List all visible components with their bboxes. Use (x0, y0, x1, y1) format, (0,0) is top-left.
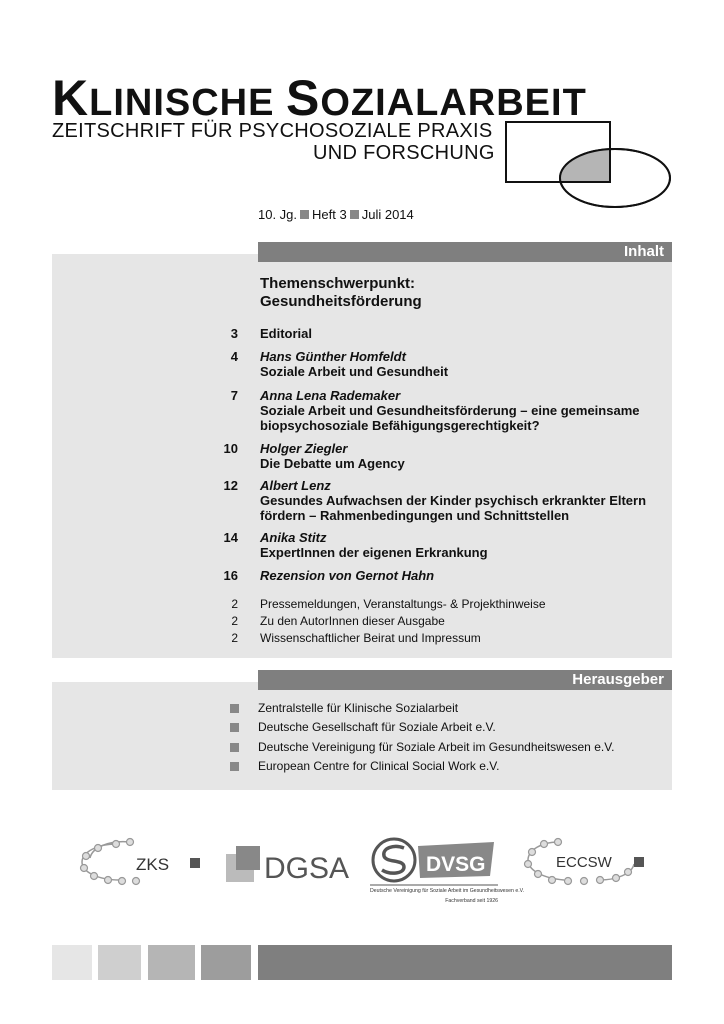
publisher-name: Zentralstelle für Klinische Sozialarbeit (258, 701, 459, 715)
dgsa-logo-text: DGSA (264, 852, 350, 885)
publishers-panel (52, 682, 672, 790)
toc-author: Anna Lena Rademaker (260, 388, 401, 403)
issue-volume: 10. Jg. (258, 207, 298, 222)
zks-logo (78, 838, 204, 886)
eccsw-logo (524, 836, 648, 886)
issue-number: Heft 3 (312, 207, 347, 222)
misc-text: Pressemeldungen, Veranstaltungs- & Projekthinweise (260, 597, 546, 611)
misc-text: Zu den AutorInnen dieser Ausgabe (260, 614, 445, 628)
zks-logo-text: ZKS (136, 855, 170, 874)
toc-author: Rezension von Gernot Hahn (260, 568, 435, 583)
bullet-square-icon (230, 743, 239, 752)
toc-title: Soziale Arbeit und Gesundheitsförderung – eine gemeinsame biopsychosoziale Befähigungsgerechtigkeit? (260, 403, 640, 433)
publisher-name: Deutsche Gesellschaft für Soziale Arbeit e.V. (258, 720, 496, 734)
toc-title: Soziale Arbeit und Gesundheit (260, 364, 449, 379)
footer-swatch-1 (52, 945, 92, 980)
toc-page: 7 (230, 388, 238, 403)
toc-title: Gesundes Aufwachsen der Kinder psychisch erkrankter Eltern fördern – Rahmenbedingungen und Schnittstellen (260, 493, 647, 523)
separator-square-icon (300, 210, 309, 219)
toc-author: Albert Lenz (260, 478, 331, 493)
toc-author: Hans Günther Homfeldt (260, 349, 406, 364)
publishers-bar-label: Herausgeber (572, 671, 664, 688)
journal-subtitle-line1: ZEITSCHRIFT FÜR PSYCHOSOZIALE PRAXIS (52, 120, 493, 142)
separator-square-icon (350, 210, 359, 219)
issue-info (258, 207, 414, 222)
dvsg-logo (370, 836, 525, 906)
footer-swatch-3 (148, 945, 195, 980)
toc-title: Editorial (260, 326, 313, 341)
toc-page: 16 (223, 568, 238, 583)
misc-page: 2 (231, 597, 238, 611)
dvsg-logo-subtitle: Deutsche Vereinigung für Soziale Arbeit im Gesundheitswesen e.V. (370, 888, 525, 894)
misc-page: 2 (231, 614, 238, 628)
bullet-square-icon (230, 723, 239, 732)
toc-title: ExpertInnen der eigenen Erkrankung (260, 545, 488, 560)
toc-page: 12 (223, 478, 238, 493)
toc-page: 14 (223, 530, 238, 545)
contents-bar-label: Inhalt (624, 243, 664, 260)
footer-swatch-2 (98, 945, 141, 980)
contents-bar (258, 242, 672, 262)
eccsw-logo-text: ECCSW (556, 854, 612, 871)
footer-swatch-4 (201, 945, 251, 980)
toc-author: Holger Ziegler (260, 441, 348, 456)
toc-page: 10 (223, 441, 238, 456)
publisher-name: European Centre for Clinical Social Work e.V. (258, 759, 500, 773)
publishers-bar (258, 670, 672, 690)
misc-text: Wissenschaftlicher Beirat und Impressum (260, 631, 481, 645)
footer-bar (258, 945, 672, 980)
journal-title: KLINISCHE SOZIALARBEIT (52, 70, 587, 126)
dvsg-logo-text: DVSG (426, 853, 486, 876)
publisher-name: Deutsche Vereinigung für Soziale Arbeit im Gesundheitswesen e.V. (258, 740, 615, 754)
misc-page: 2 (231, 631, 238, 645)
toc-page: 4 (230, 349, 238, 364)
journal-subtitle-line2: UND FORSCHUNG (313, 142, 495, 164)
toc-page: 3 (230, 326, 238, 341)
theme-heading: Themenschwerpunkt: Gesundheitsförderung (260, 275, 422, 310)
dvsg-logo-tagline: Fachverband seit 1926 (445, 898, 498, 904)
bullet-square-icon (230, 704, 239, 713)
toc-title: Die Debatte um Agency (260, 456, 405, 471)
toc-author: Anika Stitz (260, 530, 327, 545)
bullet-square-icon (230, 762, 239, 771)
issue-date: Juli 2014 (361, 207, 414, 222)
dgsa-logo (226, 844, 352, 886)
journal-logo-icon (505, 118, 675, 210)
